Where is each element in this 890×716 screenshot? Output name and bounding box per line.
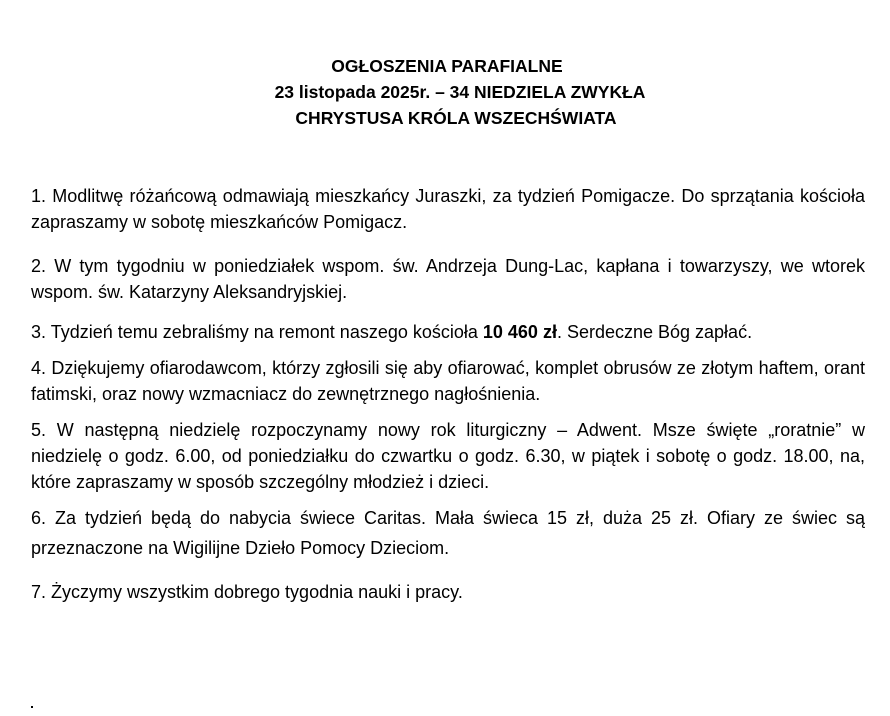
announcement-text: . Serdeczne Bóg zapłać. [556, 322, 753, 342]
announcement-item: 7. Życzymy wszystkim dobrego tygodnia nauki i pracy. [31, 582, 463, 602]
announcements-list [31, 183, 865, 605]
announcement-item: 2. W tym tygodniu w poniedziałek wspom. św. Andrzeja Dung-Lac, kapłana i towarzyszy, we wtorek wspom. św. Katarzyny Aleksandryjskiej. [31, 256, 865, 302]
announcements-header [0, 53, 890, 131]
announcement-text: 3. Tydzień temu zebraliśmy na remont naszego kościoła [31, 322, 483, 342]
header-date-line: 23 listopada 2025r. – 34 NIEDZIELA ZWYKŁA [274, 82, 646, 102]
announcement-item [31, 319, 865, 345]
header-title: OGŁOSZENIA PARAFIALNE [331, 56, 563, 76]
stray-dot [31, 706, 33, 708]
announcement-item: 4. Dziękujemy ofiarodawcom, którzy zgłosili się aby ofiarować, komplet obrusów ze złotym haftem, orant fatimski, oraz nowy wzmacniacz do zewnętrznego nagłośnienia. [31, 358, 865, 404]
collection-amount: 10 460 zł [482, 322, 557, 342]
header-feast-line: CHRYSTUSA KRÓLA WSZECHŚWIATA [295, 108, 617, 128]
announcement-item: 5. W następną niedzielę rozpoczynamy nowy rok liturgiczny – Adwent. Msze święte „roratnie” w niedzielę o godz. 6.00, od poniedziałku do czwartku o godz. 6.30, w piątek i sobotę o godz. 18.00, na, które zapraszamy w sposób szczególny młodzież i dzieci. [31, 420, 865, 492]
announcement-item: 6. Za tydzień będą do nabycia świece Caritas. Mała świeca 15 zł, duża 25 zł. Ofiary ze świec są przeznaczone na Wigilijne Dzieło Pomocy Dzieciom. [31, 508, 865, 558]
announcement-item: 1. Modlitwę różańcową odmawiają mieszkańcy Juraszki, za tydzień Pomigacze. Do sprzątania kościoła zapraszamy w sobotę mieszkańców Pomigacz. [31, 186, 865, 232]
